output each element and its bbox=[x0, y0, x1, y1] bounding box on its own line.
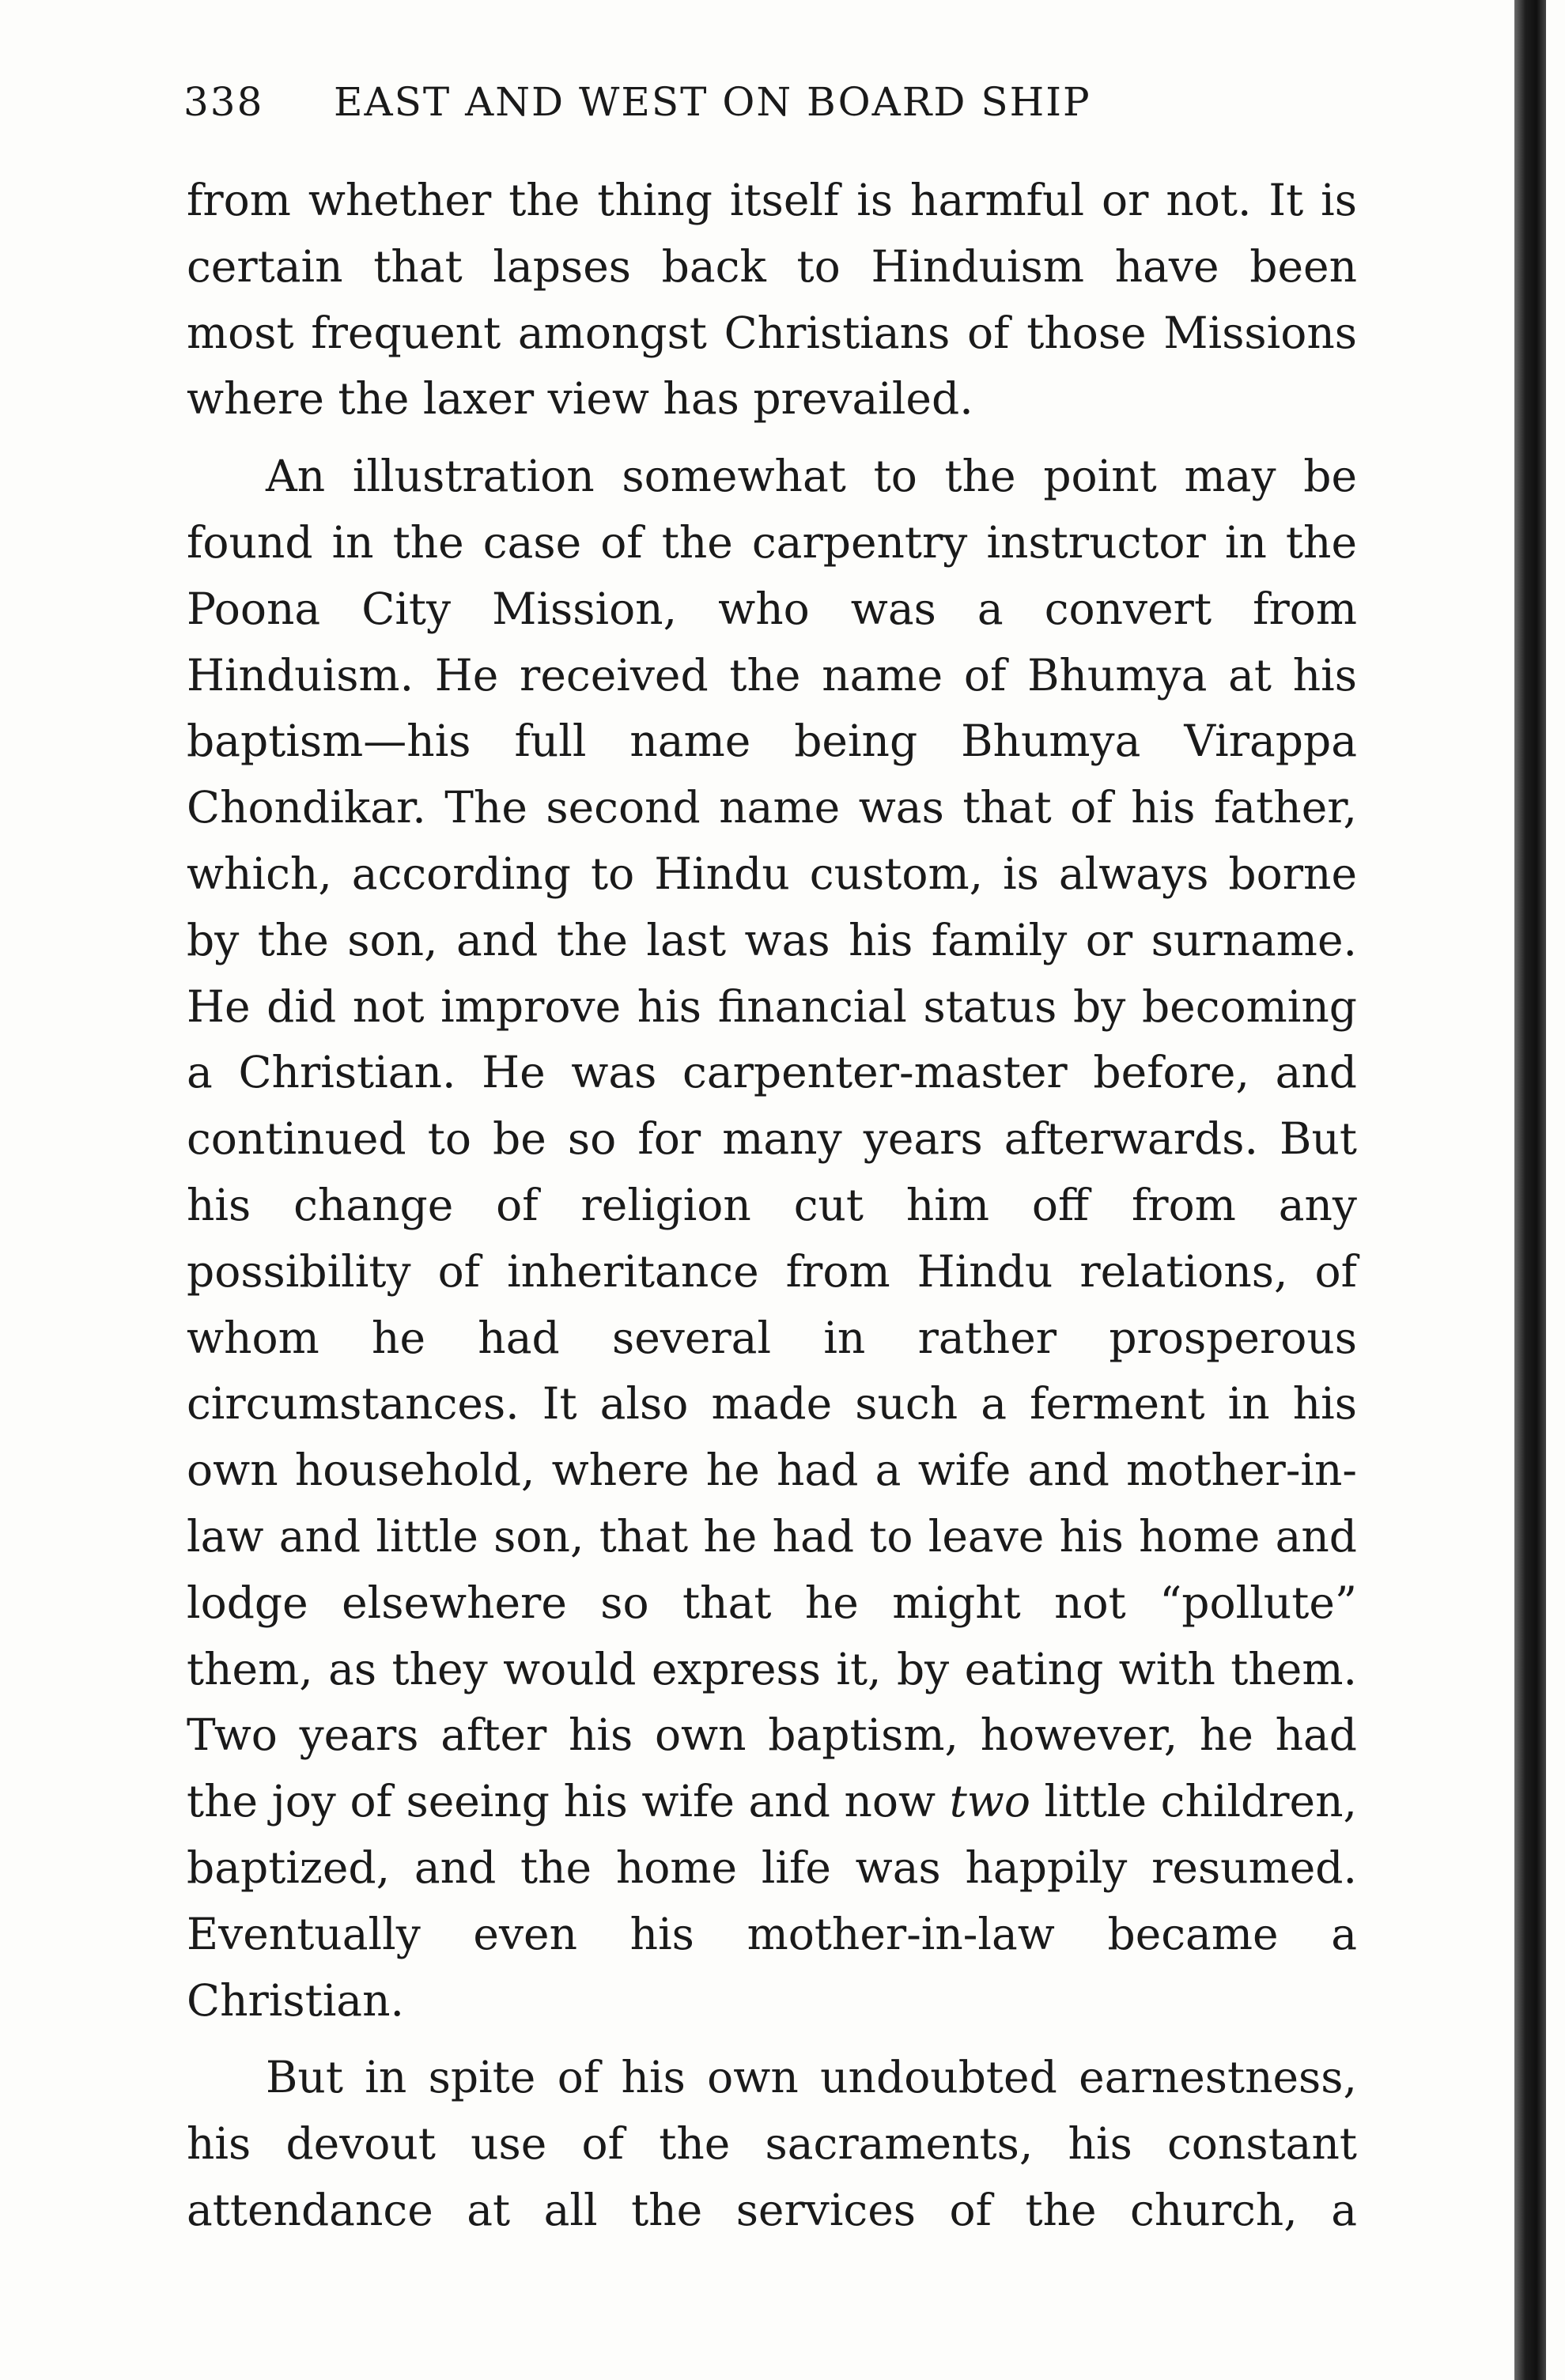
paragraph-text: An illustration somewhat to the point may be found in the case of the carpentry instructor in the Poona City Mission, who was a convert from Hinduism. He received the name of Bhumya at his baptism—his full name being Bhumya Virappa Chondikar. The second name was that of his father, which, according to Hindu custom, is always borne by the son, and the last was his family or surname. He did not improve his financial status by becoming a Christian. He was carpenter-master before, and continued to be so for many years afterwards. But his change of religion cut him off from any possibility of inheritance from Hindu relations, of whom he had several in rather prosperous circumstances. It also made such a ferment in his own household, where he had a wife and mother-in-law and little son, that he had to leave his home and lodge elsewhere so that he might not “pollute” them, as they would express it, by eating with them. Two years after his own baptism, however, he had the joy of seeing his wife and now bbox=[187, 451, 1357, 1827]
paragraph bbox=[187, 444, 1357, 2034]
book-binding-edge bbox=[1514, 0, 1546, 2380]
paragraph-text: little children, baptized, and the home life was happily resumed. Eventually even his mother-in-law became a Christian. bbox=[187, 1776, 1357, 2026]
page-number: 338 bbox=[183, 79, 264, 125]
paragraph bbox=[187, 2045, 1357, 2243]
emphasized-word: two bbox=[949, 1776, 1030, 1827]
body-text bbox=[187, 168, 1357, 2244]
paragraph bbox=[187, 168, 1357, 433]
paragraph-text: from whether the thing itself is harmful or not. It is certain that lapses back to Hinduism have been most frequent amongst Christians of those Missions where the laxer view has prevailed. bbox=[187, 175, 1357, 425]
running-head bbox=[183, 79, 1370, 142]
running-title: EAST AND WEST ON BOARD SHIP bbox=[334, 79, 1091, 125]
paragraph-text: But in spite of his own undoubted earnestness, his devout use of the sacraments, his constant attendance at all the services of the church, a bbox=[187, 2052, 1357, 2235]
